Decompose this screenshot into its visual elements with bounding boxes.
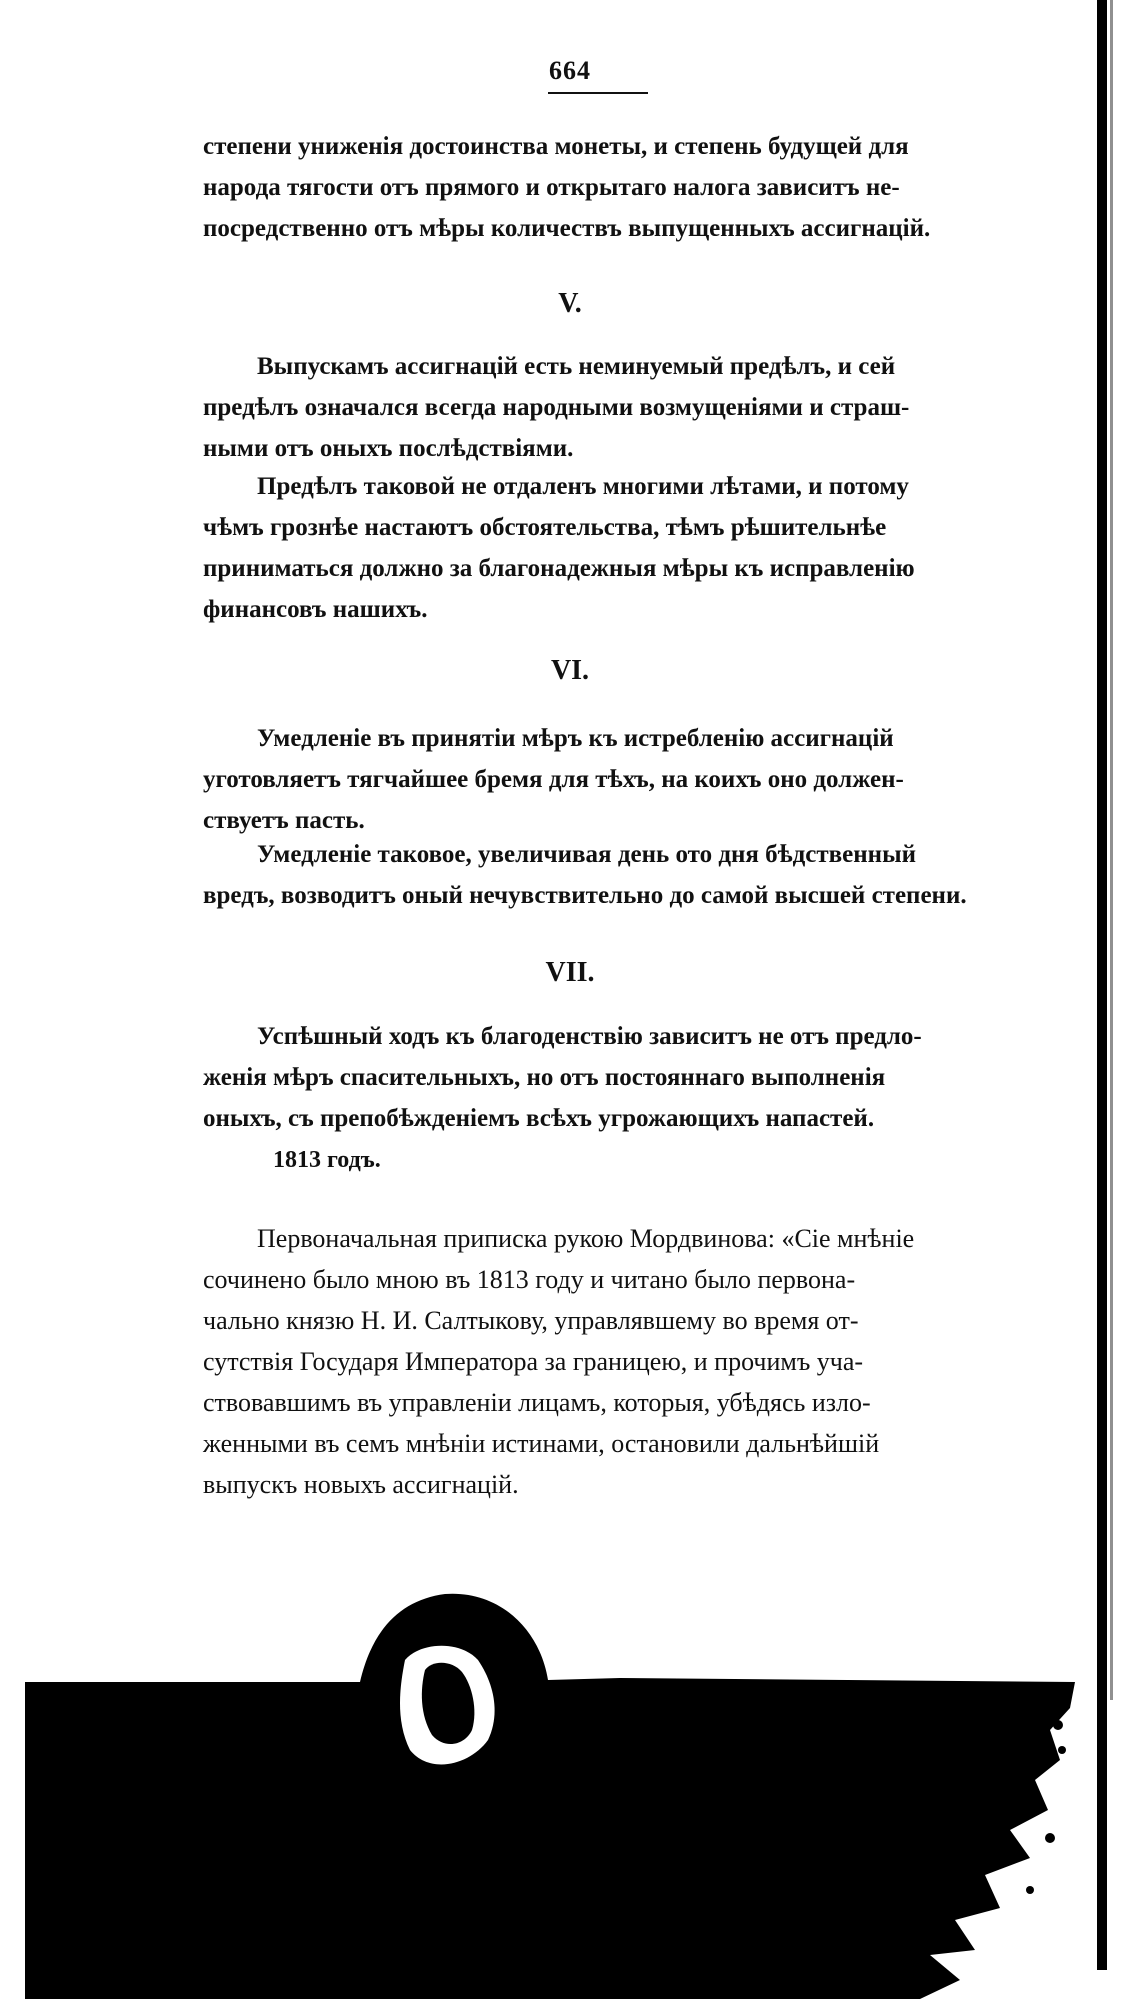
blot-speck — [1045, 1833, 1055, 1843]
intro-paragraph — [203, 126, 1003, 249]
section-v-paragraph-1 — [203, 346, 1003, 469]
text-line: оныхъ, съ препобѣжденіемъ всѣхъ угрожающихъ напастей. — [203, 1105, 875, 1132]
text-line: Предѣлъ таковой не отдаленъ многими лѣтами, и потому — [257, 473, 909, 500]
text-line: Умедленіе таковое, увеличивая день ото дня бѣдственный — [257, 841, 916, 868]
section-vi-paragraph-1 — [203, 718, 1003, 841]
text-line: приниматься должно за благонадежныя мѣры къ исправленію — [203, 555, 915, 582]
scan-edge-shadow-secondary — [1110, 0, 1113, 1700]
text-line: сутствія Государя Императора за границею, и прочимъ уча- — [203, 1347, 864, 1376]
text-line: вредъ, возводитъ оный нечувствительно до самой высшей степени. — [203, 882, 967, 909]
scan-blot — [0, 1590, 1140, 1999]
text-line: женія мѣръ спасительныхъ, но отъ постояннаго выполненія — [203, 1064, 886, 1091]
text-line: Первоначальная приписка рукою Мордвинова: «Сіе мнѣніе — [257, 1224, 915, 1253]
blot-main-shape — [25, 1594, 1075, 1999]
text-line: ными отъ оныхъ послѣдствіями. — [203, 435, 574, 462]
section-v-paragraph-2 — [203, 466, 1003, 630]
page-number: 664 — [549, 56, 591, 85]
blot-speck — [1058, 1746, 1066, 1754]
mordvinov-note — [203, 1218, 1003, 1505]
text-line: Выпускамъ ассигнацій есть неминуемый предѣлъ, и сей — [257, 353, 896, 380]
section-heading-vii: VII. — [545, 957, 595, 988]
text-line: женными въ семъ мнѣніи истинами, остановили дальнѣйшій — [203, 1429, 880, 1458]
text-line: финансовъ нашихъ. — [203, 596, 428, 623]
text-line: степени униженія достоинства монеты, и степень будущей для — [203, 133, 909, 160]
section-vi-paragraph-2 — [203, 834, 1003, 916]
text-line: посредственно отъ мѣры количествъ выпущенныхъ ассигнацій. — [203, 215, 931, 242]
year-line: 1813 годъ. — [273, 1147, 381, 1173]
blot-speck — [1026, 1886, 1034, 1894]
text-line: уготовляетъ тягчайшее бремя для тѣхъ, на коихъ оно должен- — [203, 766, 904, 793]
text-line: сочинено было мною въ 1813 году и читано было первона- — [203, 1265, 856, 1294]
text-line: ствуетъ пасть. — [203, 807, 365, 834]
text-line: чѣмъ грознѣе настаютъ обстоятельства, тѣмъ рѣшительнѣе — [203, 514, 887, 541]
text-line: предѣлъ означался всегда народными возмущеніями и страш- — [203, 394, 910, 421]
text-line: народа тягости отъ прямого и открытаго налога зависитъ не- — [203, 174, 900, 201]
blot-speck — [1053, 1720, 1063, 1730]
text-line: Успѣшный ходъ къ благоденствію зависитъ не отъ предло- — [257, 1023, 922, 1050]
text-line: выпускъ новыхъ ассигнацій. — [203, 1470, 519, 1499]
section-heading-v: V. — [558, 288, 582, 319]
text-line: ствовавшимъ въ управленіи лицамъ, которыя, убѣдясь изло- — [203, 1388, 871, 1417]
text-line: чально князю Н. И. Салтыкову, управлявшему во время от- — [203, 1306, 859, 1335]
section-heading-vi: VI. — [550, 655, 590, 686]
page-number-rule — [548, 92, 648, 94]
section-vii-paragraph-1 — [203, 1016, 1003, 1139]
text-line: Умедленіе въ принятіи мѣръ къ истребленію ассигнацій — [257, 725, 894, 752]
